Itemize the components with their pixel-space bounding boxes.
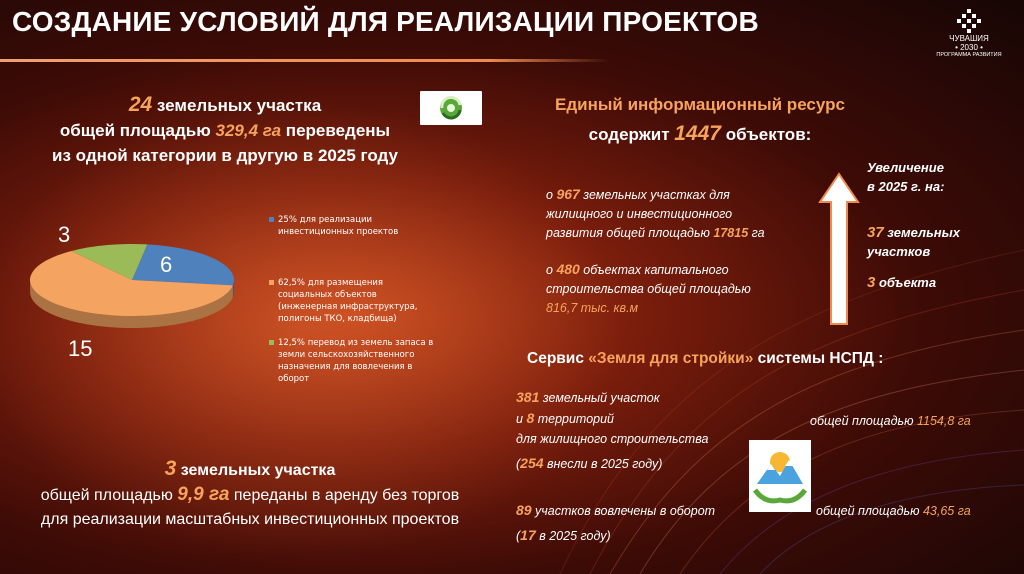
- up-arrow-icon: [818, 172, 860, 326]
- lease-count-text: земельных участка: [176, 462, 336, 479]
- service-line4-text: внесли в 2025 году): [543, 457, 663, 471]
- service-title-prefix: Сервис: [527, 350, 589, 367]
- service-line5-num: 89: [516, 502, 532, 518]
- resource-title-line1: Единый информационный ресурс: [555, 95, 845, 114]
- legend-item-social: [269, 277, 434, 325]
- service-line6-num: 17: [520, 527, 536, 543]
- transfer-line3: из одной категории в другую в 2025 году: [52, 146, 398, 165]
- lease-area: 9,9 га: [177, 484, 230, 505]
- service-area2-value: 43,65 га: [922, 504, 971, 518]
- resource-item2-prefix: о: [546, 263, 557, 277]
- service-line2-prefix: и: [516, 412, 527, 426]
- service-title-name: «Земля для стройки»: [588, 350, 754, 367]
- increase-plots-text1: земельных: [883, 225, 960, 240]
- legend-text-investment: 25% для реализации инвестиционных проектов: [278, 215, 399, 237]
- resource-item1-unit: га: [748, 226, 765, 240]
- resource-item1-prefix: о: [546, 188, 557, 202]
- lease-block: [10, 457, 490, 532]
- transfer-count-text: земельных участка: [152, 96, 322, 115]
- resource-item1-area: 17815: [713, 226, 749, 240]
- pie-label-2: 3: [58, 222, 71, 247]
- resource-count: 1447: [674, 122, 721, 145]
- lease-count: 3: [164, 457, 177, 480]
- increase-objects-num: 3: [867, 274, 876, 291]
- pie-label-0: 6: [160, 252, 173, 277]
- transfer-block: [20, 92, 430, 168]
- service-area1-prefix: общей площадью: [810, 414, 917, 428]
- service-area2-prefix: общей площадью: [816, 504, 923, 518]
- legend-item-agri: [269, 337, 434, 385]
- service-line2-text: территорий: [534, 412, 615, 426]
- service-line6-open: (: [516, 529, 521, 543]
- resource-item2-text2: строительства общей площадью: [546, 282, 751, 296]
- increase-plots-num: 37: [867, 224, 884, 241]
- resource-item-plots: [546, 185, 816, 243]
- transfer-count: 24: [128, 93, 153, 116]
- service-area1: [810, 411, 1010, 431]
- service-area1-value: 1154,8 га: [916, 414, 971, 428]
- resource-item1-text3: развития общей площадью: [546, 226, 714, 240]
- service-line2-num: 8: [526, 410, 535, 426]
- increase-title1: Увеличение: [867, 160, 944, 175]
- service-area2: [816, 501, 1016, 521]
- logo-text-region: ЧУВАШИЯ: [949, 34, 989, 43]
- service-line4-num: 254: [520, 455, 544, 471]
- service-list-2: [516, 500, 756, 546]
- lease-area-suffix: переданы в аренду без торгов: [229, 487, 460, 504]
- legend-marker-agri: [269, 340, 274, 345]
- green-leaf-logo-icon: [420, 91, 482, 125]
- increase-block: [867, 158, 1017, 292]
- resource-item1-num: 967: [556, 186, 580, 202]
- pie-label-1: 15: [68, 336, 93, 358]
- legend-item-investment: [269, 214, 434, 238]
- title-underline: [0, 59, 610, 62]
- increase-objects-text: объекта: [875, 275, 937, 290]
- service-line3: для жилищного строительства: [516, 432, 709, 446]
- legend-text-agri: 12,5% перевод из земель запаса в земли сельскохозяйственного назначения для вовлечения в оборот: [278, 338, 434, 384]
- increase-title2: в 2025 г. на:: [867, 179, 945, 194]
- pie-chart: [28, 218, 248, 358]
- chuvashia-ornament-icon: [954, 8, 984, 34]
- resource-title: [540, 90, 860, 149]
- service-line1-num: 381: [516, 389, 540, 405]
- service-title-suffix: системы НСПД :: [753, 350, 884, 367]
- transfer-area: 329,4 га: [215, 121, 282, 140]
- logo-text-year: • 2030 •: [955, 43, 983, 52]
- transfer-area-suffix: переведены: [281, 121, 391, 140]
- service-line4-open: (: [516, 457, 521, 471]
- resource-item-buildings: [546, 260, 816, 318]
- legend-marker-investment: [269, 217, 274, 222]
- service-line1-text: земельный участок: [539, 391, 660, 405]
- pie-slice-0: [132, 244, 234, 285]
- resource-item1-text1: земельных участках для: [579, 188, 730, 202]
- legend-marker-social: [269, 280, 274, 285]
- service-line5-text: участков вовлечены в оборот: [531, 504, 716, 518]
- service-list: [516, 387, 756, 474]
- lease-line3: для реализации масштабных инвестиционных проектов: [40, 511, 460, 528]
- lease-area-prefix: общей площадью: [40, 487, 178, 504]
- resource-item1-text2: жилищного и инвестиционного: [546, 207, 733, 221]
- resource-item2-text1: объектах капитального: [579, 263, 729, 277]
- resource-title-prefix: содержит: [588, 125, 675, 144]
- increase-plots-text2: участков: [867, 244, 931, 259]
- resource-title-suffix: объектов:: [720, 125, 812, 144]
- resource-item2-num: 480: [556, 261, 580, 277]
- mountains-hands-logo-icon: [749, 440, 811, 512]
- legend-text-social: 62,5% для размещения социальных объектов (инженерная инфраструктура, полигоны ТКО, кладбища): [278, 278, 418, 324]
- service-title: [527, 350, 987, 368]
- resource-item2-area: 816,7 тыс. кв.м: [546, 301, 639, 315]
- logo-text-program: ПРОГРАММА РАЗВИТИЯ: [936, 52, 1002, 58]
- transfer-area-prefix: общей площадью: [59, 121, 216, 140]
- logo: [924, 8, 1014, 70]
- page-title: СОЗДАНИЕ УСЛОВИЙ ДЛЯ РЕАЛИЗАЦИИ ПРОЕКТОВ: [12, 6, 759, 37]
- service-line6-text: в 2025 году): [535, 529, 611, 543]
